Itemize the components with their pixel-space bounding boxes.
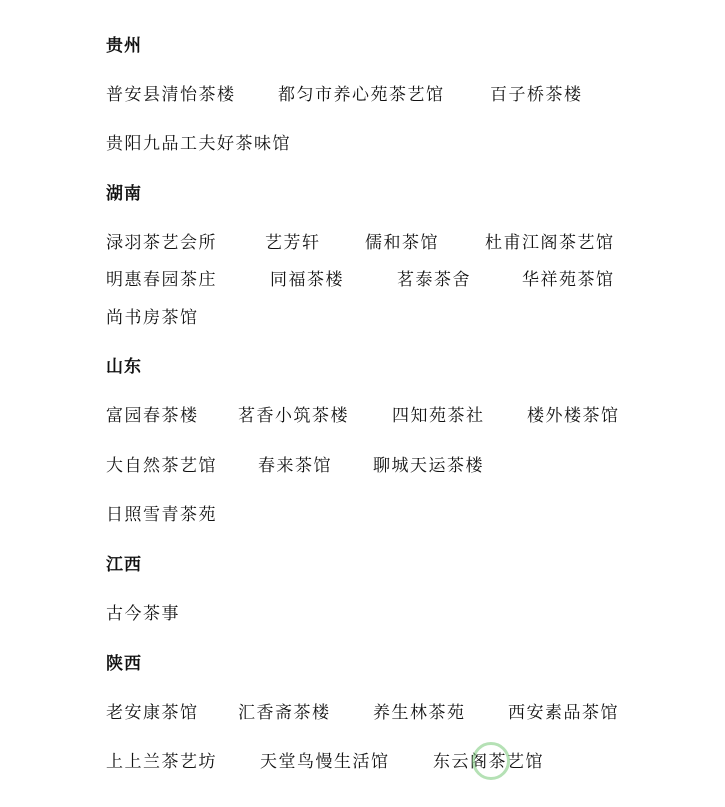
teahouse-item: 杜甫江阁茶艺馆 — [485, 233, 615, 253]
teahouse-item: 东云阁茶艺馆 — [433, 752, 544, 772]
teahouse-item: 上上兰茶艺坊 — [106, 752, 217, 772]
teahouse-item: 西安素品茶馆 — [508, 703, 619, 723]
section-heading-guizhou: 贵州 — [106, 36, 142, 56]
teahouse-item: 富园春茶楼 — [106, 406, 199, 426]
teahouse-item: 同福茶楼 — [270, 270, 344, 290]
section-heading-shandong: 山东 — [106, 357, 142, 377]
teahouse-item: 大自然茶艺馆 — [106, 456, 217, 476]
section-heading-shaanxi: 陕西 — [106, 654, 142, 674]
teahouse-item: 聊城天运茶楼 — [373, 456, 484, 476]
teahouse-item: 古今茶事 — [106, 604, 180, 624]
teahouse-item: 四知苑茶社 — [392, 406, 485, 426]
teahouse-item: 贵阳九品工夫好茶味馆 — [106, 134, 291, 154]
teahouse-item: 老安康茶馆 — [106, 703, 199, 723]
teahouse-item: 都匀市养心苑茶艺馆 — [278, 85, 445, 105]
teahouse-item: 日照雪青茶苑 — [106, 505, 217, 525]
section-heading-hunan: 湖南 — [106, 184, 142, 204]
teahouse-item: 茗泰茶舍 — [397, 270, 471, 290]
teahouse-item: 楼外楼茶馆 — [527, 406, 620, 426]
teahouse-item: 养生林茶苑 — [373, 703, 466, 723]
teahouse-item: 华祥苑茶馆 — [522, 270, 615, 290]
teahouse-item: 春来茶馆 — [258, 456, 332, 476]
teahouse-item: 汇香斋茶楼 — [238, 703, 331, 723]
section-heading-jiangxi: 江西 — [106, 555, 142, 575]
teahouse-item: 尚书房茶馆 — [106, 308, 199, 328]
teahouse-item: 明惠春园茶庄 — [106, 270, 217, 290]
teahouse-item: 普安县清怡茶楼 — [106, 85, 236, 105]
teahouse-item: 儒和茶馆 — [365, 233, 439, 253]
teahouse-item: 百子桥茶楼 — [490, 85, 583, 105]
teahouse-item: 渌羽茶艺会所 — [106, 233, 217, 253]
teahouse-item: 艺芳轩 — [265, 233, 321, 253]
teahouse-item: 天堂鸟慢生活馆 — [260, 752, 390, 772]
teahouse-item: 茗香小筑茶楼 — [238, 406, 349, 426]
